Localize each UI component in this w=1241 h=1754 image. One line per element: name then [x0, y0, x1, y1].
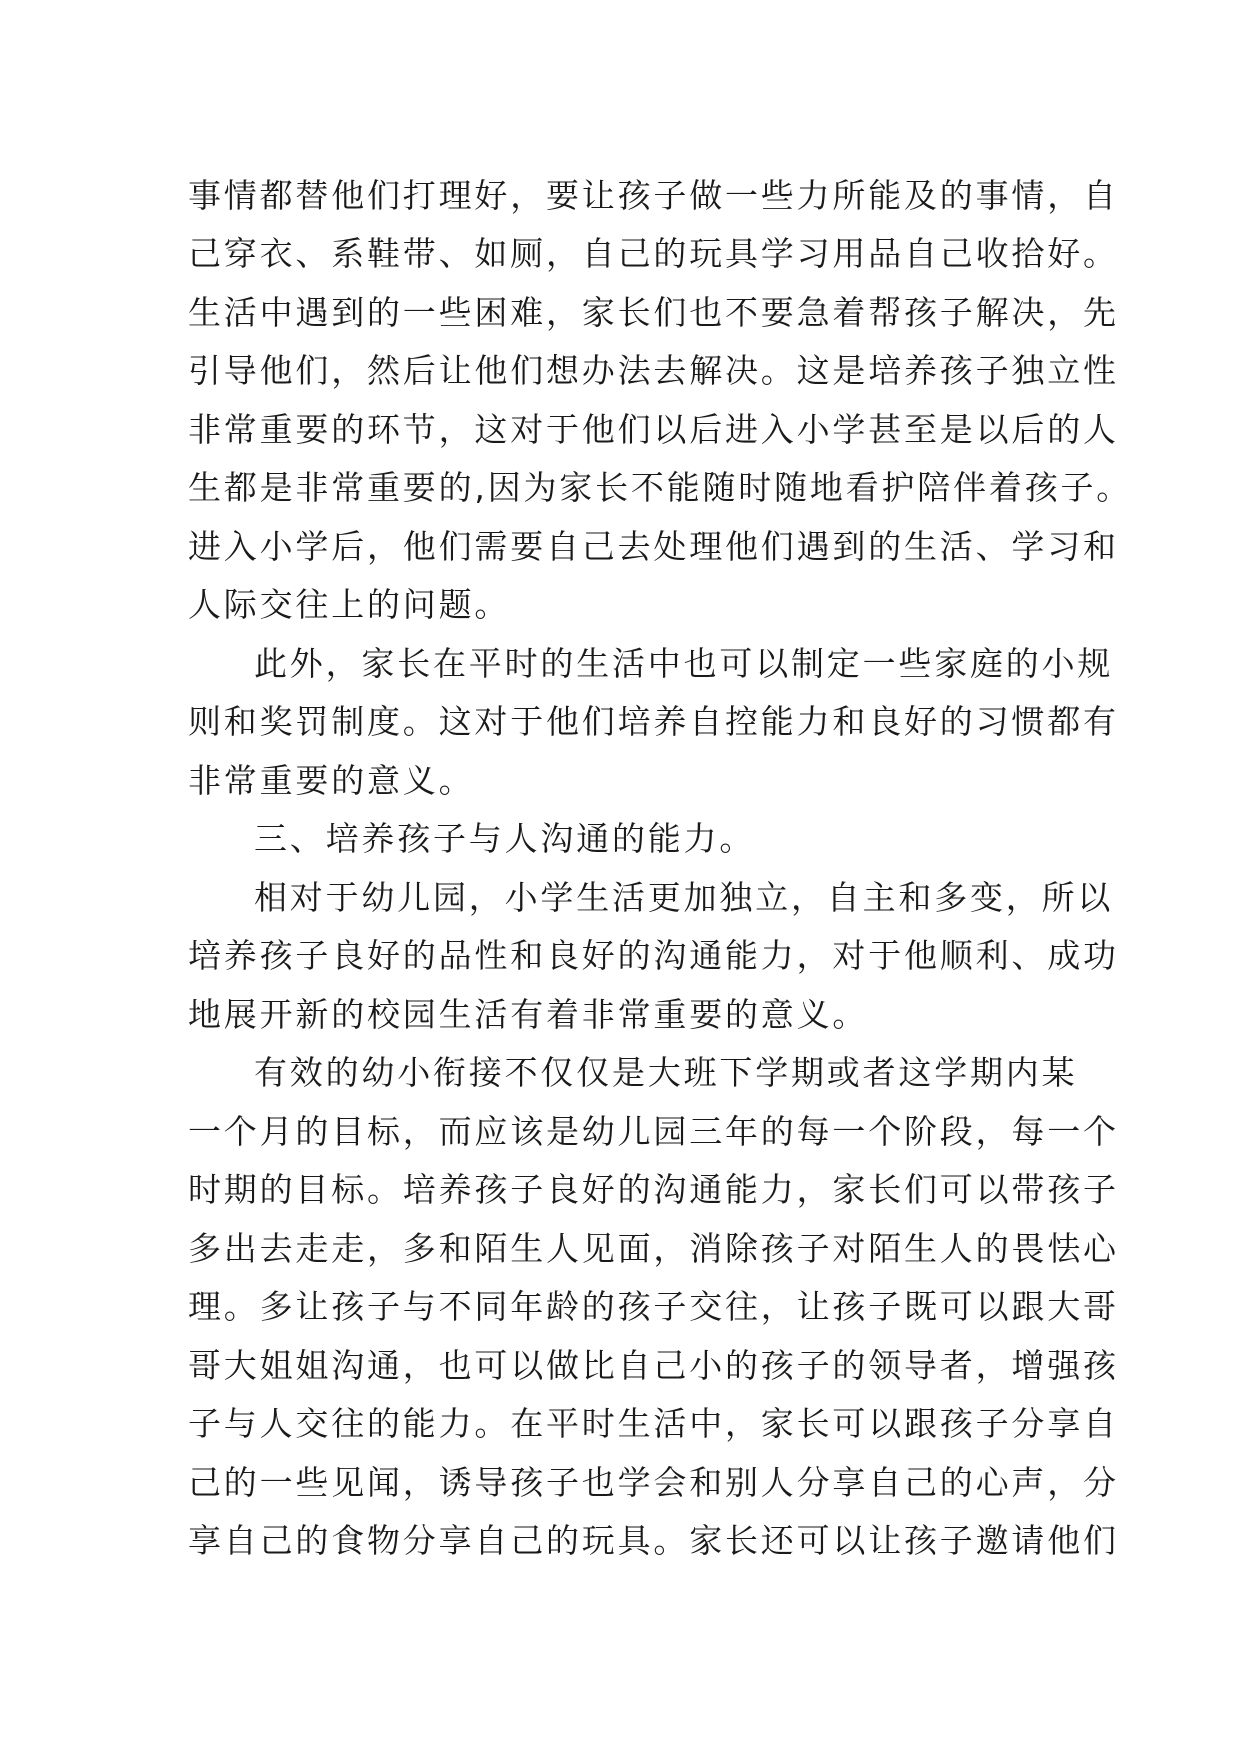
- text-line: 时期的目标。培养孩子良好的沟通能力，家长们可以带孩子: [188, 1170, 1119, 1209]
- text-line: 一个月的目标，而应该是幼儿园三年的每一个阶段，每一个: [188, 1112, 1119, 1151]
- text-line: 人际交往上的问题。: [188, 585, 511, 624]
- text-line: 则和奖罚制度。这对于他们培养自控能力和良好的习惯都有: [188, 702, 1119, 741]
- section-heading: 三、培养孩子与人沟通的能力。: [254, 819, 756, 858]
- text-line: 哥大姐姐沟通，也可以做比自己小的孩子的领导者，增强孩: [188, 1346, 1119, 1385]
- text-line: 事情都替他们打理好，要让孩子做一些力所能及的事情，自: [188, 176, 1119, 215]
- text-line: 子与人交往的能力。在平时生活中，家长可以跟孩子分享自: [188, 1404, 1119, 1443]
- text-line: 进入小学后，他们需要自己去处理他们遇到的生活、学习和: [188, 527, 1119, 566]
- text-line: 非常重要的意义。: [188, 761, 475, 800]
- text-line: 非常重要的环节，这对于他们以后进入小学甚至是以后的人: [188, 410, 1119, 449]
- text-line: 生都是非常重要的,因为家长不能随时随地看护陪伴着孩子。: [188, 468, 1133, 507]
- text-line: 地展开新的校园生活有着非常重要的意义。: [188, 995, 869, 1034]
- text-line: 多出去走走，多和陌生人见面，消除孩子对陌生人的畏怯心: [188, 1229, 1119, 1268]
- text-line: 培养孩子良好的品性和良好的沟通能力，对于他顺利、成功: [188, 936, 1119, 975]
- text-line: 己穿衣、系鞋带、如厕，自己的玩具学习用品自己收拾好。: [188, 234, 1119, 273]
- text-line: 己的一些见闻，诱导孩子也学会和别人分享自己的心声，分: [188, 1463, 1119, 1502]
- paragraph-first-line: 有效的幼小衔接不仅仅是大班下学期或者这学期内某: [254, 1053, 1078, 1092]
- text-line: 理。多让孩子与不同年龄的孩子交往，让孩子既可以跟大哥: [188, 1287, 1119, 1326]
- text-line: 引导他们，然后让他们想办法去解决。这是培养孩子独立性: [188, 351, 1119, 390]
- text-line: 享自己的食物分享自己的玩具。家长还可以让孩子邀请他们: [188, 1521, 1119, 1560]
- text-line: 生活中遇到的一些困难，家长们也不要急着帮孩子解决，先: [188, 293, 1119, 332]
- paragraph-first-line: 相对于幼儿园，小学生活更加独立，自主和多变，所以: [254, 878, 1114, 917]
- paragraph-first-line: 此外，家长在平时的生活中也可以制定一些家庭的小规: [254, 644, 1114, 683]
